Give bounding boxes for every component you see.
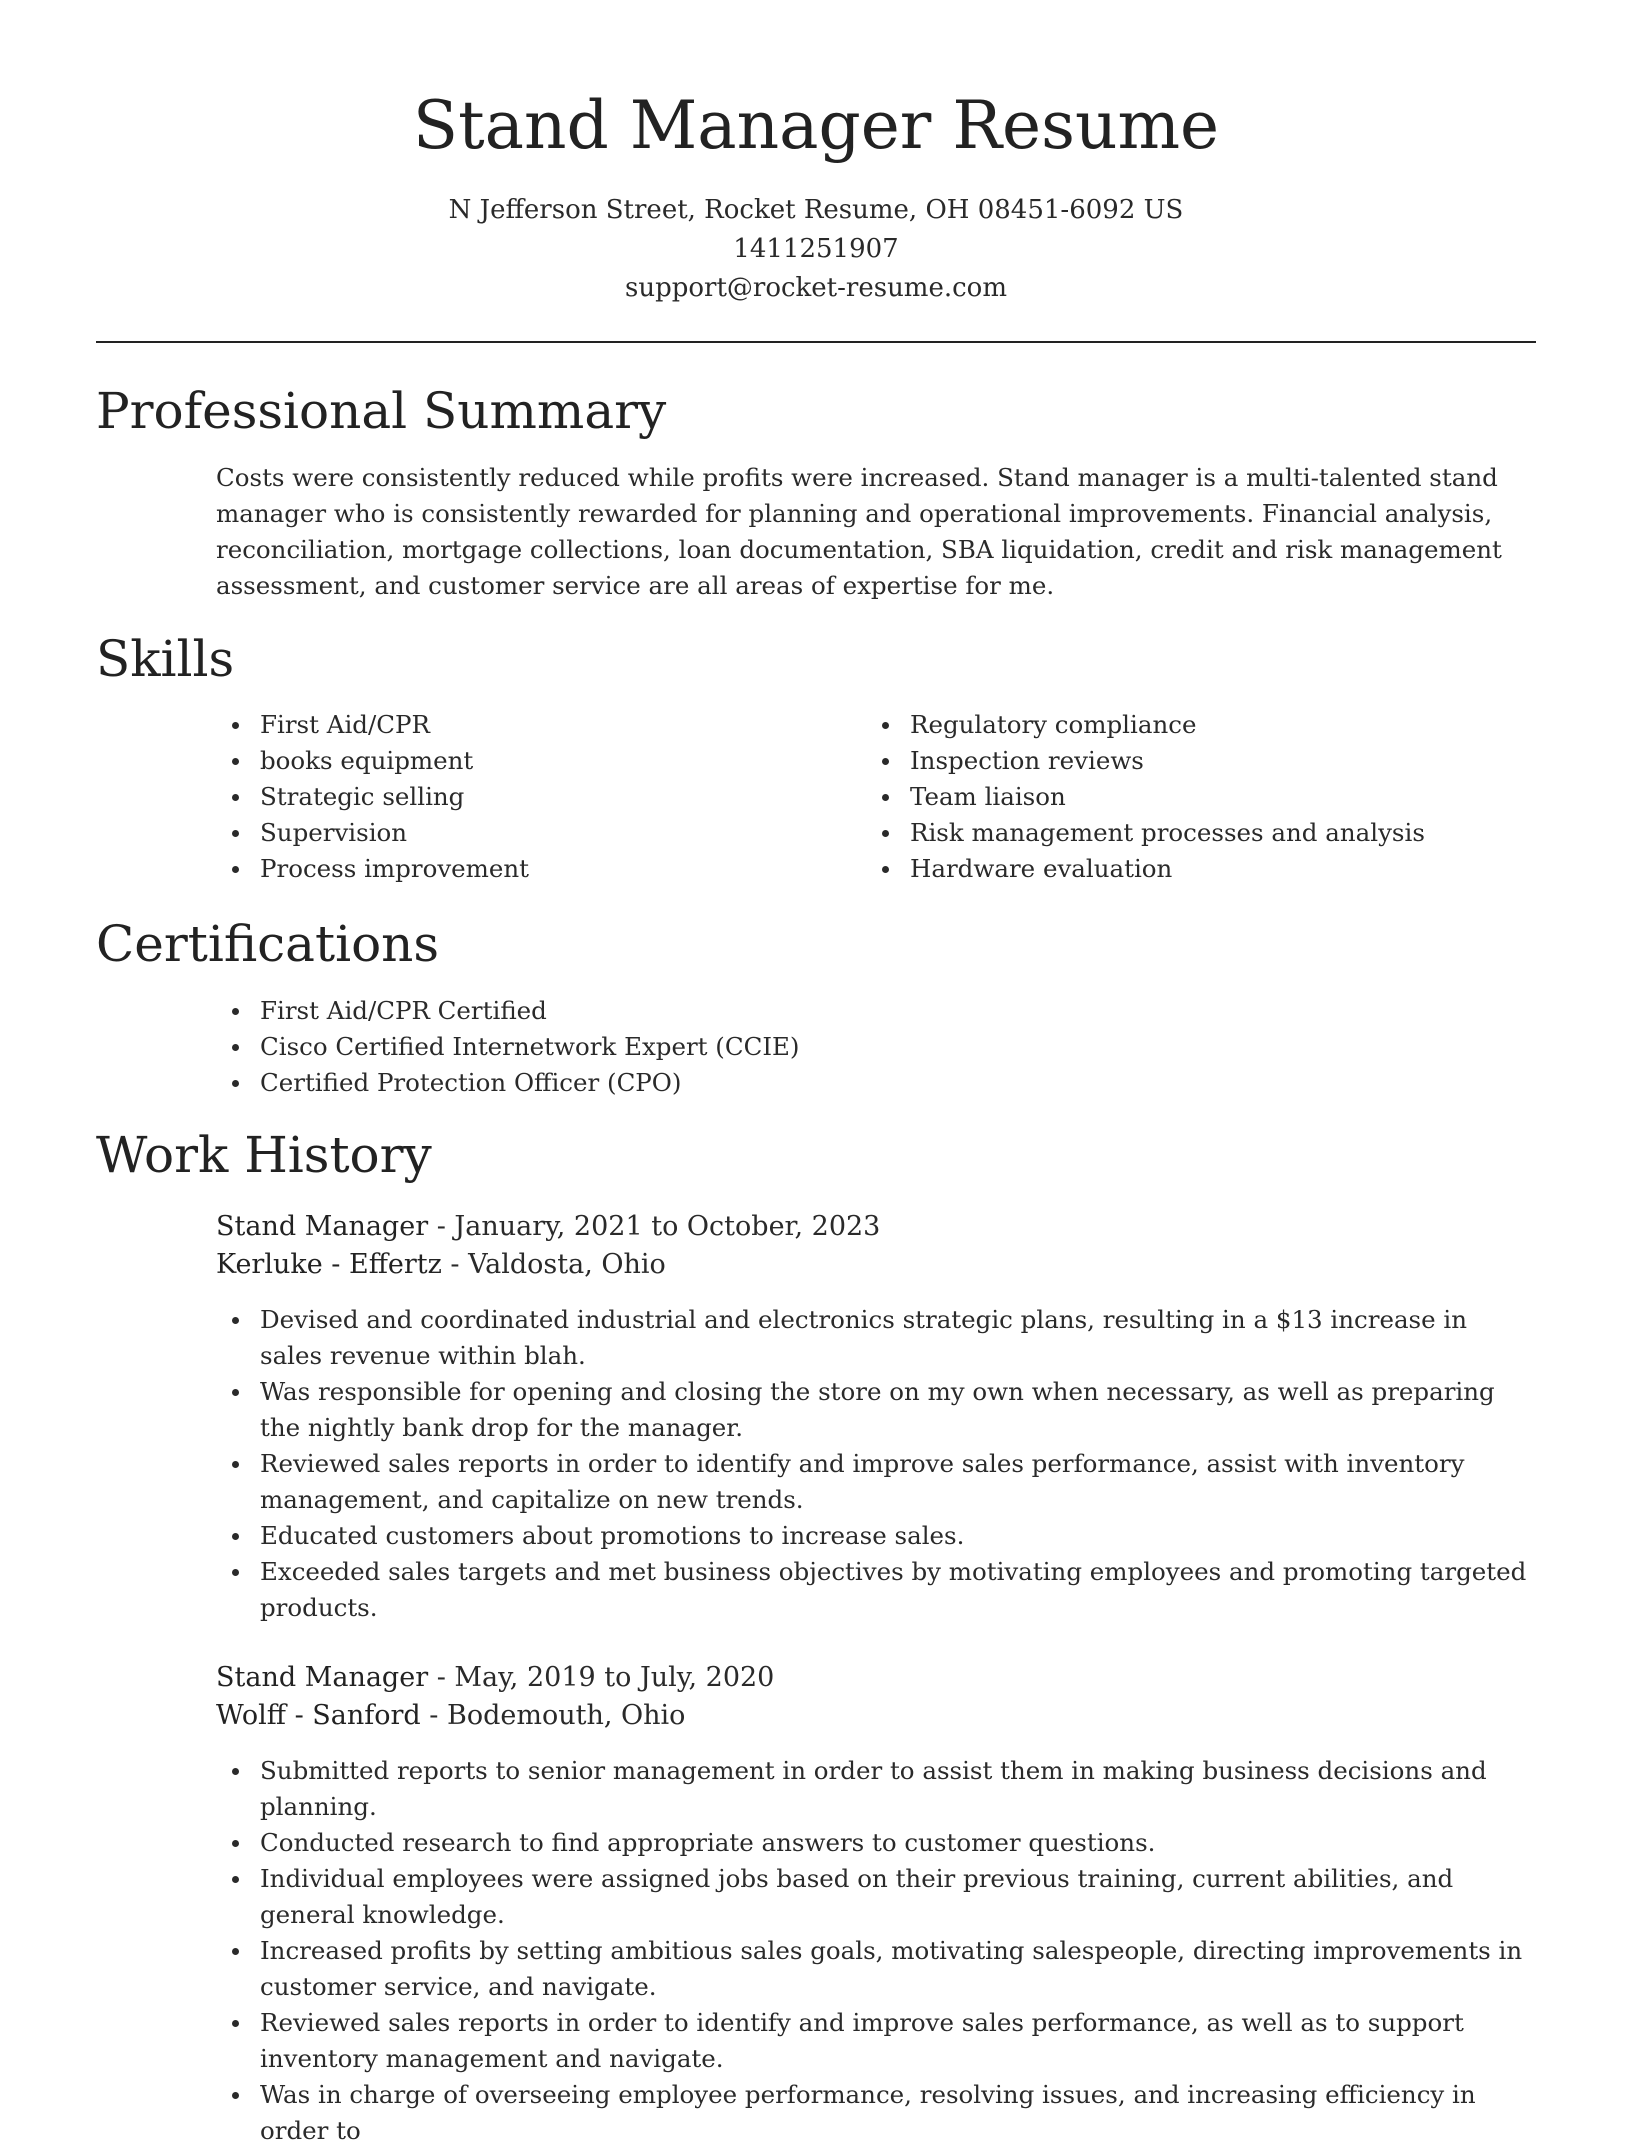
summary-text: Costs were consistently reduced while profits were increased. Stand manager is a multi-talented stand manager who is consistently rewarded for planning and operational improvements. Financial analysis, reconciliation, mortgage collections, loan documentation, SBA liquidation, credit and risk management assessment, and customer service are all areas of expertise for me. xyxy=(216,463,1502,600)
list-item: Inspection reviews xyxy=(866,743,1536,779)
job-2-dates: - May, 2019 to July, 2020 xyxy=(428,1662,775,1693)
list-item: Educated customers about promotions to increase sales. xyxy=(216,1518,1536,1554)
job-2-title-line xyxy=(216,1659,774,1697)
list-item: First Aid/CPR xyxy=(216,707,816,743)
job-1-bullets xyxy=(216,1302,1536,1626)
list-item: Exceeded sales targets and met business objectives by motivating employees and promoting targeted products. xyxy=(216,1554,1536,1626)
work-history-heading: Work History xyxy=(96,1126,432,1184)
list-item: First Aid/CPR Certified xyxy=(216,993,1536,1029)
summary-heading: Professional Summary xyxy=(96,382,667,440)
phone-line: 1411251907 xyxy=(733,234,899,264)
job-1-title: Stand Manager xyxy=(216,1211,429,1242)
job-2-title: Stand Manager xyxy=(216,1662,429,1693)
list-item: Increased profits by setting ambitious sales goals, motivating salespeople, directing improvements in customer service, and navigate. xyxy=(216,1933,1536,2005)
contact-block xyxy=(0,191,1632,308)
list-item: Devised and coordinated industrial and electronics strategic plans, resulting in a $13 increase in sales revenue within blah. xyxy=(216,1302,1536,1374)
list-item: Regulatory compliance xyxy=(866,707,1536,743)
job-1-title-line xyxy=(216,1208,880,1246)
list-item: Process improvement xyxy=(216,851,816,887)
list-item: books equipment xyxy=(216,743,816,779)
certifications-list xyxy=(216,993,1536,1101)
list-item: Was in charge of overseeing employee performance, resolving issues, and increasing efficiency in order to xyxy=(216,2077,1536,2149)
list-item: Cisco Certified Internetwork Expert (CCIE) xyxy=(216,1029,1536,1065)
job-2-company: Wolff - Sanford xyxy=(216,1700,421,1731)
skills-list-right xyxy=(866,707,1536,887)
job-1-company: Kerluke - Effertz xyxy=(216,1249,442,1280)
address-line: N Jefferson Street, Rocket Resume, OH 08451-6092 US xyxy=(448,195,1184,225)
skills-heading: Skills xyxy=(96,630,235,688)
list-item: Individual employees were assigned jobs based on their previous training, current abilities, and general knowledge. xyxy=(216,1861,1536,1933)
list-item: Hardware evaluation xyxy=(866,851,1536,887)
certifications-heading: Certifications xyxy=(96,915,440,973)
resume-title: Stand Manager Resume xyxy=(412,87,1220,164)
list-item: Risk management processes and analysis xyxy=(866,815,1536,851)
list-item: Strategic selling xyxy=(216,779,816,815)
list-item: Team liaison xyxy=(866,779,1536,815)
job-2-company-line xyxy=(216,1697,685,1735)
list-item: Was responsible for opening and closing the store on my own when necessary, as well as preparing the nightly bank drop for the manager. xyxy=(216,1374,1536,1446)
list-item: Submitted reports to senior management in order to assist them in making business decisions and planning. xyxy=(216,1753,1536,1825)
email-line: support@rocket-resume.com xyxy=(624,273,1007,303)
skills-list-left xyxy=(216,707,816,887)
job-1-company-line xyxy=(216,1246,666,1284)
job-2-location: - Bodemouth, Ohio xyxy=(420,1700,686,1731)
list-item: Reviewed sales reports in order to identify and improve sales performance, as well as to support inventory management and navigate. xyxy=(216,2005,1536,2077)
list-item: Certified Protection Officer (CPO) xyxy=(216,1065,1536,1101)
list-item: Conducted research to find appropriate answers to customer questions. xyxy=(216,1825,1536,1861)
list-item: Supervision xyxy=(216,815,816,851)
job-2-bullets xyxy=(216,1753,1536,2149)
list-item: Reviewed sales reports in order to identify and improve sales performance, assist with inventory management, and capitalize on new trends. xyxy=(216,1446,1536,1518)
header-divider xyxy=(96,341,1536,343)
job-1-dates: - January, 2021 to October, 2023 xyxy=(428,1211,881,1242)
job-1-location: - Valdosta, Ohio xyxy=(441,1249,666,1280)
